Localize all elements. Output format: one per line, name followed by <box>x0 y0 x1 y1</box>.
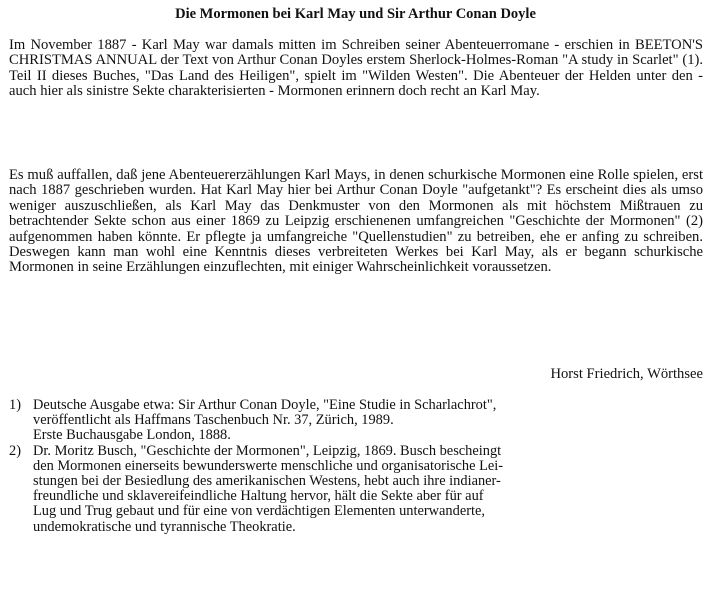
footnote-line: Lug und Trug gebaut und für eine von verdächtigen Elementen unterwanderte, <box>33 503 485 520</box>
author-signature: Horst Friedrich, Wörthsee <box>550 366 703 382</box>
footnote-line: den Mormonen einerseits bewunderswerte menschliche und organisatorische Lei- <box>33 457 504 474</box>
footnote-list <box>9 398 703 535</box>
footnote-line: freundliche und sklavereifeindliche Haltung hervor, hält die Sekte aber für auf <box>33 488 484 505</box>
footnote-line: Erste Buchausgabe London, 1888. <box>33 427 231 444</box>
footnote-marker: 1) <box>9 397 21 413</box>
footnote-marker: 2) <box>9 442 21 459</box>
footnote <box>9 444 703 535</box>
footnote-line: veröffentlicht als Haffmans Taschenbuch Nr. 37, Zürich, 1989. <box>33 412 394 429</box>
article-paragraph: Im November 1887 - Karl May war damals mitten im Schreiben seiner Abenteuerromane - erschien in BEETON'S CHRISTMAS ANNUAL der Text von Arthur Conan Doyles erstem Sherlock-Holmes-Roman "A study in Scarlet" (1). Teil II dieses Buches, "Das Land des Heiligen", spielt im "Wilden Westen". Die Abenteuer der Helden unter den - auch hier als sinistre Sekte charakterisierten - Mormonen erinnern doch recht an Karl May. <box>9 37 703 100</box>
footnote-line: Dr. Moritz Busch, "Geschichte der Mormonen", Leipzig, 1869. Busch bescheingt <box>33 442 502 459</box>
article-paragraph: Es muß auffallen, daß jene Abenteuererzählungen Karl Mays, in denen schurkische Mormonen eine Rolle spielen, erst nach 1887 geschrieben wurden. Hat Karl May hier bei Arthur Conan Doyle "aufgetankt"? Es erscheint dies als umso weniger auszuschließen, als Karl May das Denkmuster von den Mormonen als mit höchstem Mißtrauen zu betrachtender Sekte schon aus einer 1869 zu Leipzig erschienenen umfangreichen "Geschichte der Mormonen" (2) aufgenommen haben könnte. Er pflegte ja umfangreiche "Quellenstudien" zu betreiben, ehe er anfing zu schreiben. Deswegen kann man wohl eine Kenntnis dieses verbreiteten Werkes bei Karl May, als er begann schurkische Mormonen in seine Erzählungen einzuflechten, mit einiger Wahrscheinlichkeit voraussetzen. <box>9 167 703 276</box>
footnote-text <box>33 398 703 444</box>
footnote-line: stungen bei der Besiedlung des amerikanischen Westens, hebt auch ihre indianer- <box>33 473 501 490</box>
footnote <box>9 398 703 444</box>
article-title: Die Mormonen bei Karl May und Sir Arthur Conan Doyle <box>175 6 536 22</box>
footnote-text <box>33 444 703 535</box>
footnote-line: Deutsche Ausgabe etwa: Sir Arthur Conan Doyle, "Eine Studie in Scharlachrot", <box>33 397 497 413</box>
footnote-line: undemokratische und tyrannische Theokratie. <box>33 518 296 535</box>
